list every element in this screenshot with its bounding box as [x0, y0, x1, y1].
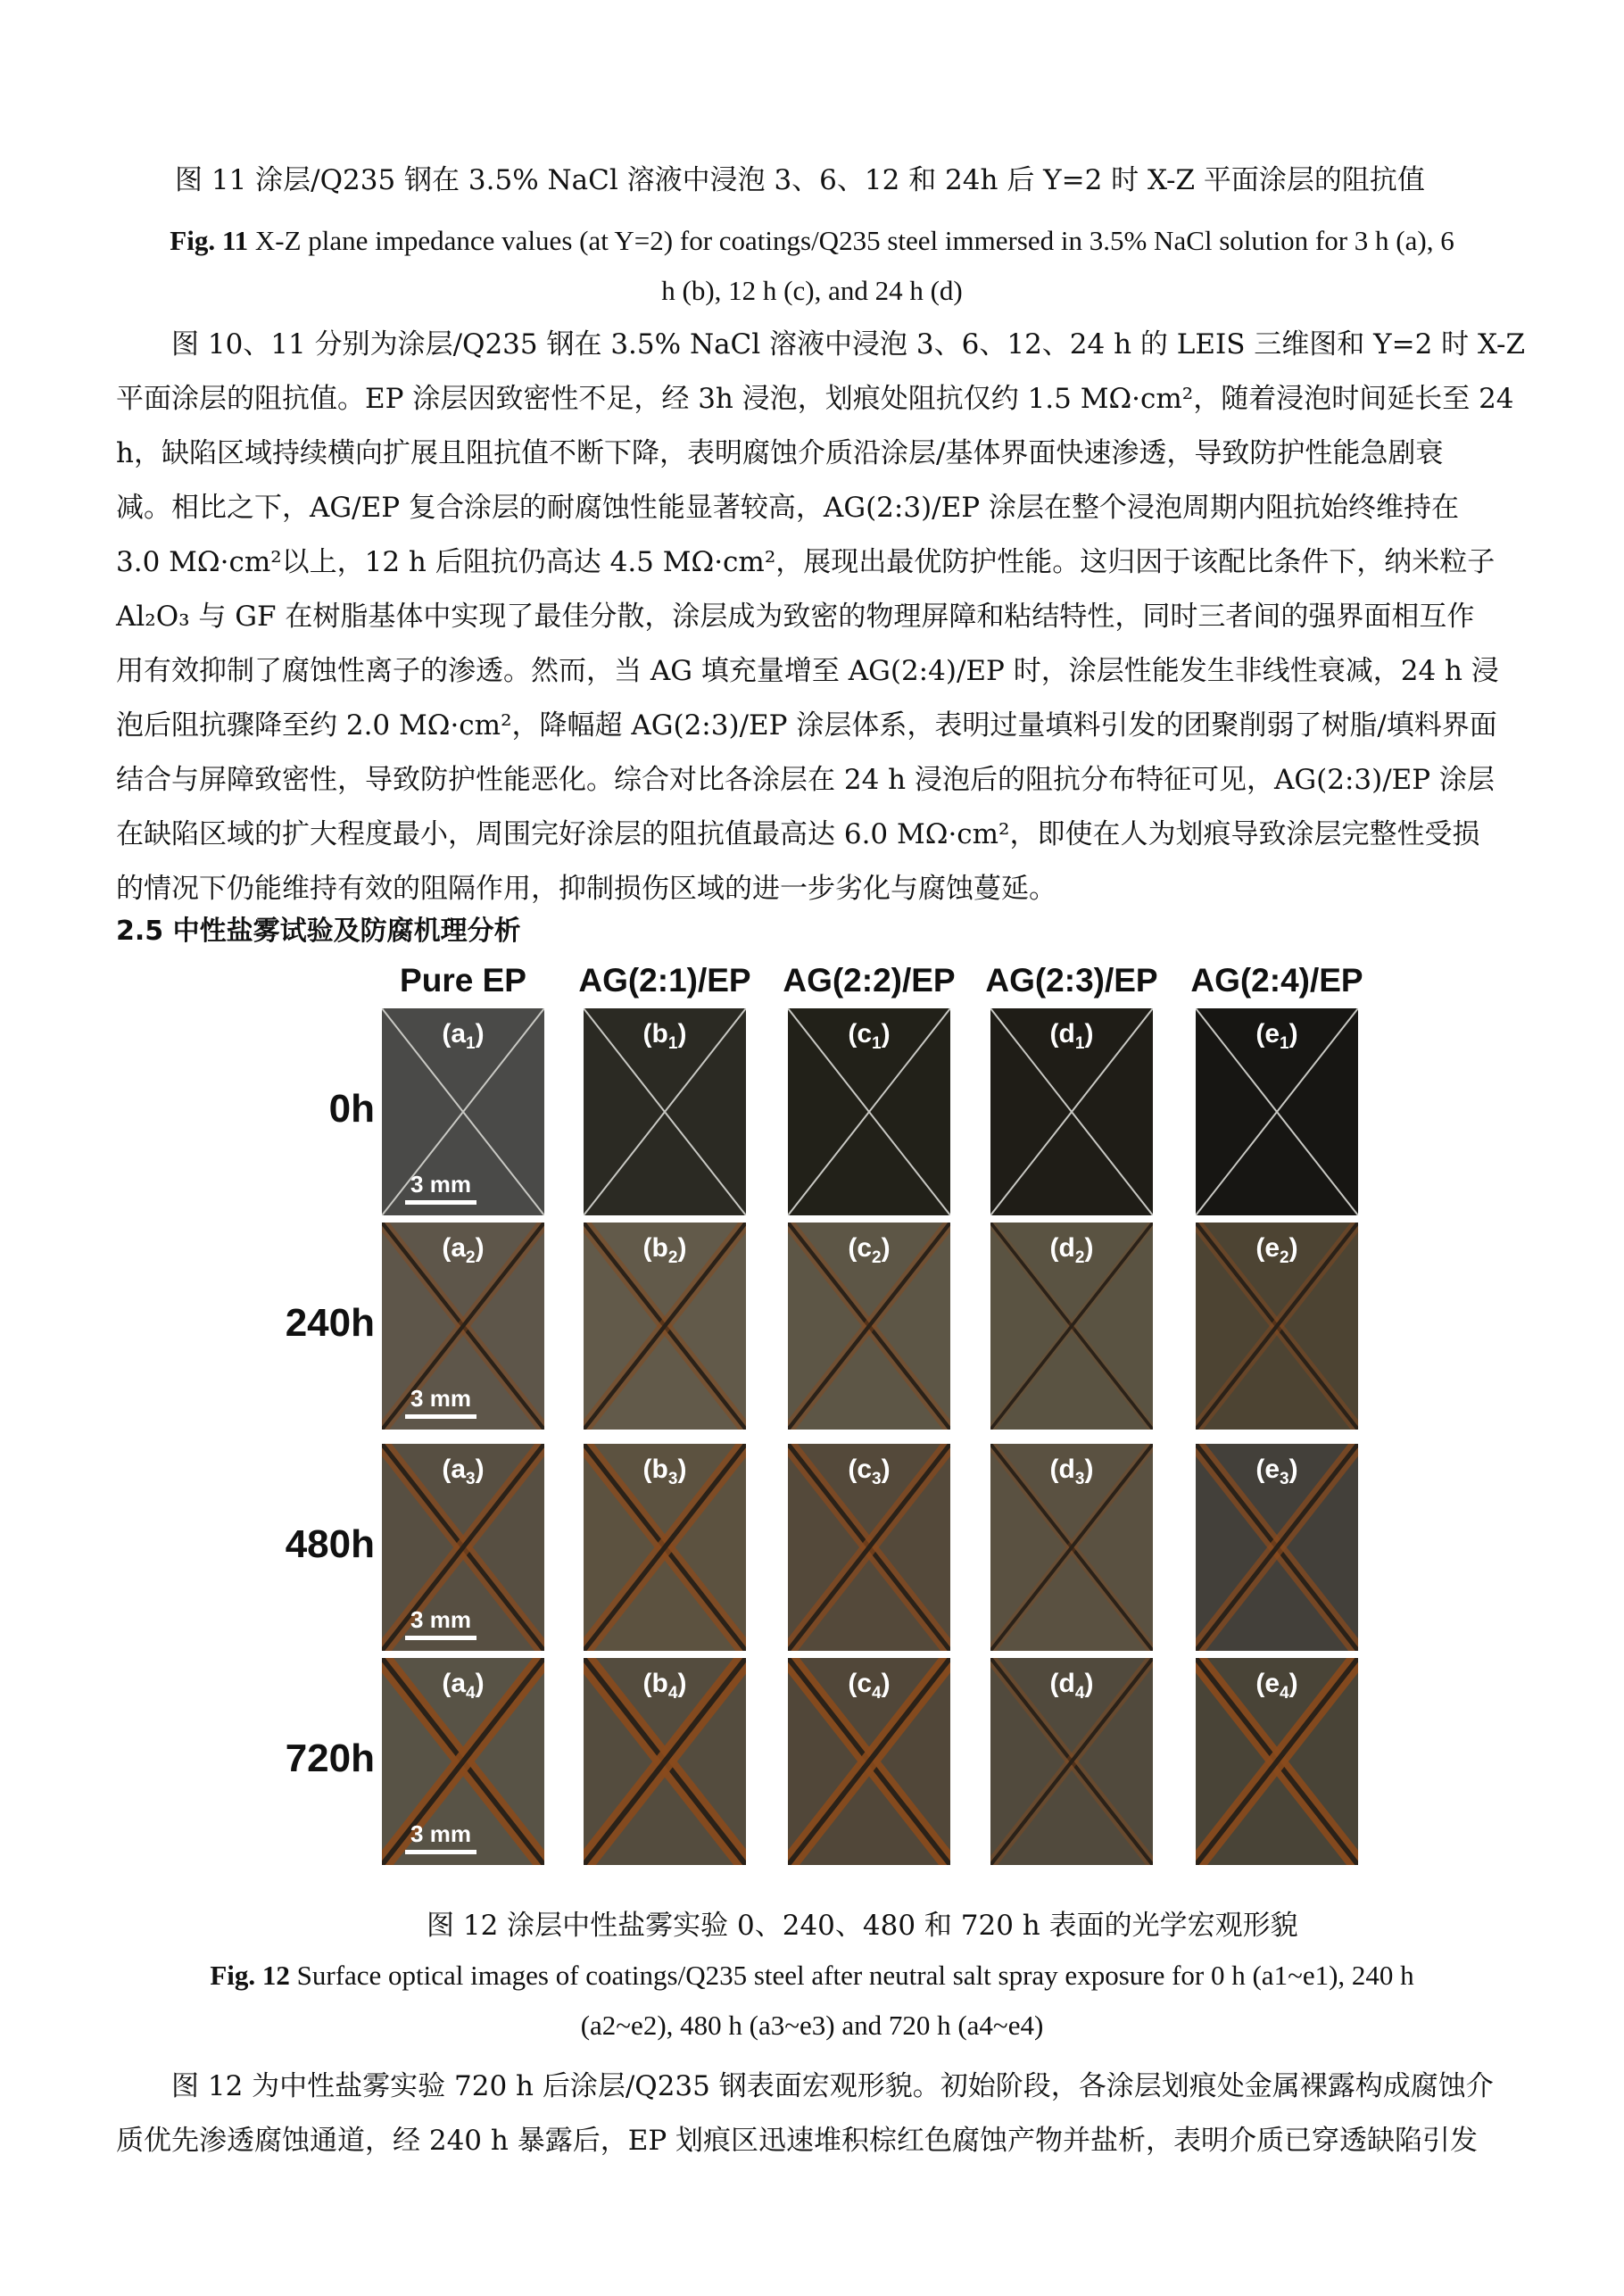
paragraph-line: 结合与屏障致密性，导致防护性能恶化。综合对比各涂层在 24 h 浸泡后的阻抗分布特征可见，AG(2:3)/EP 涂层 [116, 764, 1495, 796]
scale-line [405, 1200, 476, 1205]
sample-panel [788, 1444, 950, 1651]
fig12-caption-en [116, 1951, 1508, 2051]
panel-label: $(b_3)$ [642, 1455, 687, 1488]
fig12-caption-cn: 图 12 涂层中性盐雾实验 0、240、480 和 720 h 表面的光学宏观形貌 [427, 1910, 1298, 1942]
sample-panel [990, 1008, 1153, 1215]
sample-panel [584, 1658, 746, 1865]
sample-panel [584, 1223, 746, 1430]
paragraph-1 [116, 318, 1526, 916]
panel-label: $(b_2)$ [642, 1233, 687, 1267]
panel-label: $(d_4)$ [1049, 1669, 1094, 1703]
panel-label: $(c_4)$ [848, 1669, 891, 1703]
figure-12 [232, 955, 1392, 1910]
panel-label: $(d_1)$ [1049, 1019, 1094, 1053]
paragraph-line: 减。相比之下，AG/EP 复合涂层的耐腐蚀性能显著较高，AG(2:3)/EP 涂层在整个浸泡周期内阻抗始终维持在 [116, 492, 1459, 524]
scale-label: 3 mm [410, 1820, 471, 1847]
panel-label: $(c_3)$ [848, 1455, 891, 1488]
sample-panel [382, 1223, 544, 1430]
column-header: AG(2:1)/EP [578, 962, 751, 999]
paragraph-line: 图 10、11 分别为涂层/Q235 钢在 3.5% NaCl 溶液中浸泡 3、6、12、24 h 的 LEIS 三维图和 Y=2 时 X-Z [171, 328, 1526, 361]
paragraph-line: 泡后阻抗骤降至约 2.0 MΩ·cm²，降幅超 AG(2:3)/EP 涂层体系，表明过量填料引发的团聚削弱了树脂/填料界面 [116, 709, 1497, 742]
panel-label: $(d_2)$ [1049, 1233, 1094, 1267]
scale-label: 3 mm [410, 1385, 471, 1412]
fig12-caption-en-text2: (a2~e2), 480 h (a3~e3) and 720 h (a4~e4) [580, 2010, 1044, 2041]
sample-panel [788, 1658, 950, 1865]
paragraph-line: h，缺陷区域持续横向扩展且阻抗值不断下降，表明腐蚀介质沿涂层/基体界面快速渗透，导致防护性能急剧衰 [116, 437, 1444, 469]
column-header: AG(2:3)/EP [985, 962, 1158, 999]
scale-line [405, 1636, 476, 1640]
panel-label: $(a_4)$ [442, 1669, 485, 1703]
row-header: 240h [285, 1301, 375, 1345]
panel-label: $(b_4)$ [642, 1669, 687, 1703]
column-header: AG(2:2)/EP [783, 962, 956, 999]
panel-label: $(b_1)$ [642, 1019, 687, 1053]
scale-bar [405, 1171, 476, 1205]
panel-label: $(d_3)$ [1049, 1455, 1094, 1488]
fig11-caption-cn: 图 11 涂层/Q235 钢在 3.5% NaCl 溶液中浸泡 3、6、12 和 24h 后 Y=2 时 X-Z 平面涂层的阻抗值 [175, 164, 1425, 196]
row-header: 0h [328, 1087, 375, 1131]
sample-panel [1196, 1658, 1358, 1865]
fig11-caption-en-text2: h (b), 12 h (c), and 24 h (d) [661, 275, 963, 306]
fig12-label: Fig. 12 [210, 1960, 290, 1991]
column-header: AG(2:4)/EP [1190, 962, 1363, 999]
column-header: Pure EP [400, 962, 526, 999]
paragraph-line: 用有效抑制了腐蚀性离子的渗透。然而，当 AG 填充量增至 AG(2:4)/EP 时，涂层性能发生非线性衰减，24 h 浸 [116, 655, 1499, 687]
sample-panel [1196, 1008, 1358, 1215]
sample-panel [788, 1008, 950, 1215]
scale-line [405, 1850, 476, 1854]
scale-line [405, 1414, 476, 1419]
panel-label: $(a_2)$ [442, 1233, 485, 1267]
paragraph-line: 的情况下仍能维持有效的阻隔作用，抑制损伤区域的进一步劣化与腐蚀蔓延。 [116, 873, 1056, 905]
sample-panel [382, 1658, 544, 1865]
panel-label: $(a_1)$ [442, 1019, 485, 1053]
sample-panel [382, 1444, 544, 1651]
sample-panel [382, 1008, 544, 1215]
sample-panel [788, 1223, 950, 1430]
row-header: 480h [285, 1522, 375, 1566]
scale-label: 3 mm [410, 1171, 471, 1198]
fig11-caption-en [116, 216, 1508, 316]
sample-panel [1196, 1223, 1358, 1430]
paragraph-line: 图 12 为中性盐雾实验 720 h 后涂层/Q235 钢表面宏观形貌。初始阶段，各涂层划痕处金属裸露构成腐蚀介 [171, 2070, 1494, 2102]
sample-panel [990, 1658, 1153, 1865]
sample-panel [584, 1444, 746, 1651]
panel-label: $(e_3)$ [1255, 1455, 1298, 1488]
sample-panel [1196, 1444, 1358, 1651]
paragraph-line: 3.0 MΩ·cm²以上，12 h 后阻抗仍高达 4.5 MΩ·cm²，展现出最优防护性能。这归因于该配比条件下，纳米粒子 [116, 546, 1496, 578]
panel-label: $(c_2)$ [848, 1233, 891, 1267]
section-heading: 2.5 中性盐雾试验及防腐机理分析 [116, 916, 521, 947]
paragraph-line: Al₂O₃ 与 GF 在树脂基体中实现了最佳分散，涂层成为致密的物理屏障和粘结特性，同时三者间的强界面相互作 [116, 601, 1475, 633]
fig11-label: Fig. 11 [170, 225, 249, 256]
paragraph-line: 质优先渗透腐蚀通道，经 240 h 暴露后，EP 划痕区迅速堆积棕红色腐蚀产物并盐析，表明介质已穿透缺陷引发 [116, 2125, 1479, 2157]
paragraph-line: 在缺陷区域的扩大程度最小，周围完好涂层的阻抗值最高达 6.0 MΩ·cm²，即使在人为划痕导致涂层完整性受损 [116, 818, 1480, 850]
scale-label: 3 mm [410, 1606, 471, 1633]
paragraph-line: 平面涂层的阻抗值。EP 涂层因致密性不足，经 3h 浸泡，划痕处阻抗仅约 1.5 MΩ·cm²，随着浸泡时间延长至 24 [116, 383, 1514, 415]
fig11-caption-en-text: X-Z plane impedance values (at Y=2) for coatings/Q235 steel immersed in 3.5% NaCl solution for 3 h (a), 6 [248, 225, 1454, 256]
panel-label: $(e_2)$ [1255, 1233, 1298, 1267]
fig12-caption-en-text: Surface optical images of coatings/Q235 steel after neutral salt spray exposure for 0 h (a1~e1), 240 h [289, 1960, 1414, 1991]
row-header: 720h [285, 1737, 375, 1780]
scale-bar [405, 1606, 476, 1640]
panel-label: $(c_1)$ [848, 1019, 891, 1053]
panel-label: $(e_1)$ [1255, 1019, 1298, 1053]
panel-label: $(e_4)$ [1255, 1669, 1298, 1703]
sample-panel [990, 1444, 1153, 1651]
sample-panel [990, 1223, 1153, 1430]
scale-bar [405, 1385, 476, 1419]
scale-bar [405, 1820, 476, 1854]
sample-panel [584, 1008, 746, 1215]
paragraph-2 [116, 2060, 1508, 2168]
panel-label: $(a_3)$ [442, 1455, 485, 1488]
